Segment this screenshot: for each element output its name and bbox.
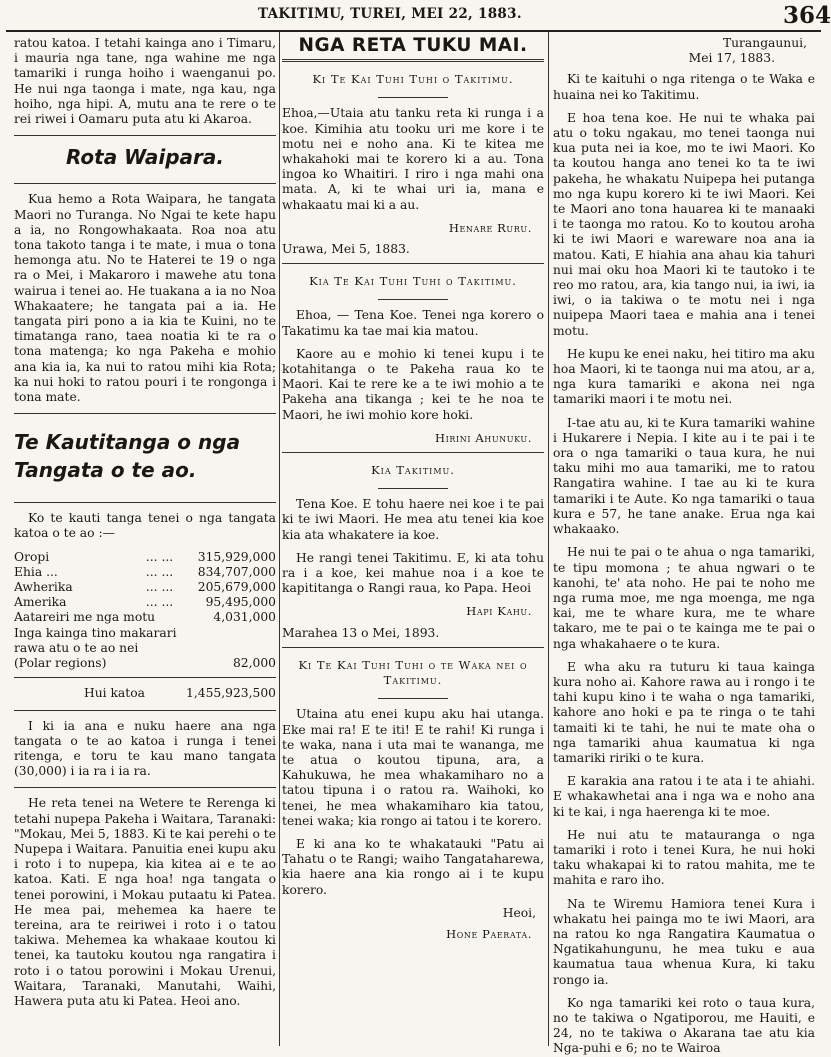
total-label: Hui katoa [84,686,145,701]
column-divider [279,32,280,1046]
letter-rule [282,263,544,264]
row-dots: ... ... [145,580,174,595]
population-table [14,550,276,672]
letter-signature: Henare Ruru. [448,220,532,235]
region-population: 834,707,000 [197,564,276,579]
letter-signature: Hone Paerata. [446,926,532,941]
column-1 [14,36,276,1046]
letter-paragraph: E karakia ana ratou i te ata i te ahiahi. E whakawhetai ana i nga wa e noho ana ki te kai, i nga haerenga ki te moe. [553,774,815,819]
section-rule [14,135,276,136]
continued-paragraph: ratou katoa. I tetahi kainga ano i Timaru, i mauria nga tane, nga wahine me nga tamariki i runga hoiho i waenganui po. He nui nga taonga i mate, nga kau, nga hoiho, nga hipi. A, mutu ana te rere o te rei riwei i Oamaru puta atu ki Akaroa. [14,36,276,127]
letter-body: Ehoa,—Utaia atu tanku reta ki runga i a koe. Kimihia atu tooku uri me kore i te motu nei e noho ana. Ki te kitea me whakahoki mai te korero ki a au. Tona ingoa ko Whaitiri. I riro i nga mahi ona mata. A, ki te whai uri ia, mana e whakaatu mai ki a au. [282,106,544,212]
section-rule [14,413,276,414]
row-dots: ... ... [145,595,174,610]
region-population: 315,929,000 [197,549,276,564]
letter-dateline: Urawa, Mei 5, 1883. [282,242,410,257]
letter-signature: Hirini Ahunuku. [434,430,532,445]
letter-heading: Kia Takitimu. [371,463,455,478]
masthead [0,0,831,34]
letter-rule [282,647,544,648]
letter-place: Turangaunui, [722,36,807,50]
heading-rule [378,97,448,98]
letter-paragraph: Ko nga tamariki kei roto o taua kura, no te takiwa o Ngatiporou, me Hauiti, e 24, no te takiwa o Akarana tae atu kia Nga-puhi e 6; no te Wairoa [553,995,815,1056]
letter-paragraph: I-tae atu au, ki te Kura tamariki wahine i Hukarere i Nepia. I kite au i te pai i te ora o nga tamariki o taua kura, he nui taku mihi mo aua tamariki, me to ratou Rangatira wahine. I tae au ki te kura tamariki i te Aute. Ko nga tamariki o taua kura e 57, he tane anake. Erua nga kai whakaako. [553,415,815,537]
letter-body: Utaina atu enei kupu aku hai utanga. Eke mai ra! E te iti! E te rahi! Ki runga i te waka, nana i uta mai te wananga, me te atua o koutou tipuna, ara, a Kahukuwa, he mea whakamiharo no a tatou tipuna i o ratou ra. Waihoki, ko tenei, he mea whakamiharo kia tatou, tenei waka; kia rongo ai tatou i te korero. [282,707,544,828]
table-row [14,565,276,580]
letter-rule [282,452,544,453]
region-name: Awherika [14,580,73,595]
total-rule [14,677,276,678]
rota-waipara-heading: Rota Waipara. [66,145,224,170]
kautitanga-heading: Te Kautitanga o nga Tangata o te ao. [14,430,241,483]
letter-paragraph: He nui atu te matauranga o nga tamariki i roto i tenei Kura, he nui hoki taku whakapai ki to ratou mahita, me te mahita e raro iho. [553,827,815,888]
heading-rule [378,488,448,489]
rota-waipara-article: Kua hemo a Rota Waipara, he tangata Maori no Turanga. No Ngai te kete hapu a ia, no Rongowhakaata. Roa noa atu tona takoto tanga i te mate, i mua o tona hemonga atu. No te Haterei te 19 o nga ra o Mei, i Makaroro i mawehe atu tona wairua i tenei ao. He tuakana a ia no Noa Whakaatere; he tangata pai a ia. He tangata piri pono a ia kia te Kuini, no te timatanga rano, taea noatia ki te ra o tona matenga; ko nga Pakeha e mohio ana kia ia, ka nui to ratou mihi kia Rota; ka nui hoki to ratou pouri i te rongonga i tona mate. [14,192,276,405]
letter-date: Mei 17, 1883. [688,51,775,66]
table-row [14,595,276,610]
masthead-rule [6,30,821,32]
heading-rule [378,299,448,300]
region-population: 82,000 [232,656,276,671]
section-rule [14,183,276,184]
table-row [14,626,276,672]
column-divider [548,32,549,1046]
column-2 [282,36,544,1046]
letter-body: E ki ana ko te whakatauki "Patu ai Tahatu o te Rangi; waiho Tangataharewa, kia haere ana kia rongo ai i te kupu korero. [282,836,544,897]
region-name: Ehia ... [14,564,58,579]
section-rule [14,502,276,503]
growth-paragraph: I ki ia ana e nuku haere ana nga tangata o te ao katoa i runga i tenei ritenga, e toru te kau mano tangata (30,000) i ia ra i ia ra. [14,718,276,779]
section-rule [14,787,276,788]
page-number: 364 [783,2,831,29]
letter-paragraph: E hoa tena koe. He nui te whaka pai atu o toku ngakau, mo tenei taonga nui kua puta nei ia koe, mo te iwi Maori. Ko ta koutou hanga ano tenei ko ta te iwi pakeha, he whakatu Nuipepa hei putanga mo nga kupu korero ki te iwi Maori. Kei te Maori ano tona hauarea ki te manaaki i te taonga mo ratou. Ko to koutou aroha ki te iwi Maori e wareware noa ana ia matou. Kati, E hiahia ana ahau kia tahuri nui mai oku hoa Maori ki te tautoko i te reo mo ratou, ara, kia tango nui, ia iwi, ia iwi, o ia takiwa o te motu nei i nga nuipepa Maori taea e mahia ana i tenei motu. [553,110,815,338]
region-name: Inga kainga tino makarari rawa atu o te ao nei (Polar regions) [14,625,177,671]
letter-paragraph: E wha aku ra tuturu ki taua kainga kura noho ai. Kahore rawa au i rongo i te tahi kupu kino i te waha o nga tamariki, kahore ano hoki e pa te ringa o te tahi tamaiti ki te tahi, he nui te mate oha o nga tamariki ahua kaumatua ki nga tamariki ririki o te kura. [553,659,815,765]
letter-paragraph: He kupu ke enei naku, hei titiro ma aku hoa Maori, ki te taonga nui ma atou, ar a, nga kura tamariki e akona nei nga tamariki maori i te motu nei. [553,346,815,407]
region-population: 205,679,000 [197,580,276,595]
row-dots: ... ... [145,564,174,579]
region-population: 4,031,000 [213,610,276,625]
letter-signature: Hapi Kahu. [466,604,532,619]
wetere-letter: He reta tenei na Wetere te Rerenga ki tetahi nupepa Pakeha i Waitara, Taranaki: "Mokau, Mei 5, 1883. Ki te kai perehi o te Nupepa i Waitara. Panuitia enei kupu aku i roto i to nupepa, kia kitea ai e te ao katoa. Kati. E nga hoa! nga tangata o tenei porowini, i Mokau putaatu ki Patea. He mea pai, mehemea ka haere te tereina, ara te reiriwei i roto i o tatou takiwa. Mehemea ka whakaae koutou ki tenei, ka tautoku koutou nga rangatira i roto i o tatou porowini i Mokau Urenui, Waitara, Taranaki, Manutahi, Waihi, Hawera puta atu ki Patea. Heoi ano. [14,796,277,1008]
table-row [14,580,276,595]
region-name: Oropi [14,549,50,564]
region-name: Aatareiri me nga motu [14,610,156,625]
column-3 [553,36,815,1056]
letter-paragraph: Na te Wiremu Hamiora tenei Kura i whakatu hei painga mo te iwi Maori, ara na ratou ko nga Rangatira Kaumatua o Ngatikahungunu, he mea tuku e aua kaumatua taua whenua Kura, ki taku rongo ia. [553,896,815,987]
kautitanga-intro: Ko te kauti tanga tenei o nga tangata katoa o te ao :— [14,511,276,541]
region-name: Amerika [14,595,67,610]
letters-banner: NGA RETA TUKU MAI. [298,35,528,56]
table-row [14,610,276,625]
letter-heading: Ki Te Kai Tuhi Tuhi o Takitimu. [312,72,514,87]
letter-heading: Kia Te Kai Tuhi Tuhi o Takitimu. [309,274,517,289]
region-population: 95,495,000 [205,595,276,610]
letter-body: Tena Koe. E tohu haere nei koe i te pai ki te iwi Maori. He mea atu tenei kia koe kia ata whakatere ia koe. [282,497,544,542]
letter-body: Kaore au e mohio ki tenei kupu i te kotahitanga o te Pakeha raua ko te Maori. Kai te rere ke a te iwi mohio a te Pakeha ana tikanga ; kei te he noa te Maori, he iwi mohio kore hoki. [282,346,544,422]
total-value: 1,455,923,500 [186,686,276,701]
row-dots: ... ... [145,549,174,564]
letter-paragraph: Ki te kaituhi o nga ritenga o te Waka e huaina nei ko Takitimu. [553,72,815,102]
newspaper-title: TAKITIMU, TUREI, MEI 22, 1883. [258,6,522,22]
letter-closing: Heoi, [502,905,536,920]
letter-body: Ehoa, — Tena Koe. Tenei nga korero o Takatimu ka tae mai kia matou. [282,308,544,338]
letter-dateline: Marahea 13 o Mei, 1893. [282,625,440,640]
letter-paragraph: He nui te pai o te ahua o nga tamariki, te tipu momona ; te ahua ngwari o te kanohi, te' ata noho. He pai te noho me nga ruma moe, me nga moenga, me nga kai, me te whare kura, me te whare takaro, me te pai o te kainga me te pai o nga whakahaere o te kura. [553,545,815,651]
section-rule [14,710,276,711]
letter-heading: Ki Te Kai Tuhi Tuhi o te Waka nei o Takitimu. [298,657,528,688]
banner-rule [282,59,544,62]
population-total [14,686,276,701]
letter-body: He rangi tenei Takitimu. E, ki ata tohu ra i a koe, kei mahue noa i a koe te kapititanga o Rangi raua, ko Papa. Heoi [282,550,544,596]
heading-rule [378,698,448,699]
table-row [14,550,276,565]
